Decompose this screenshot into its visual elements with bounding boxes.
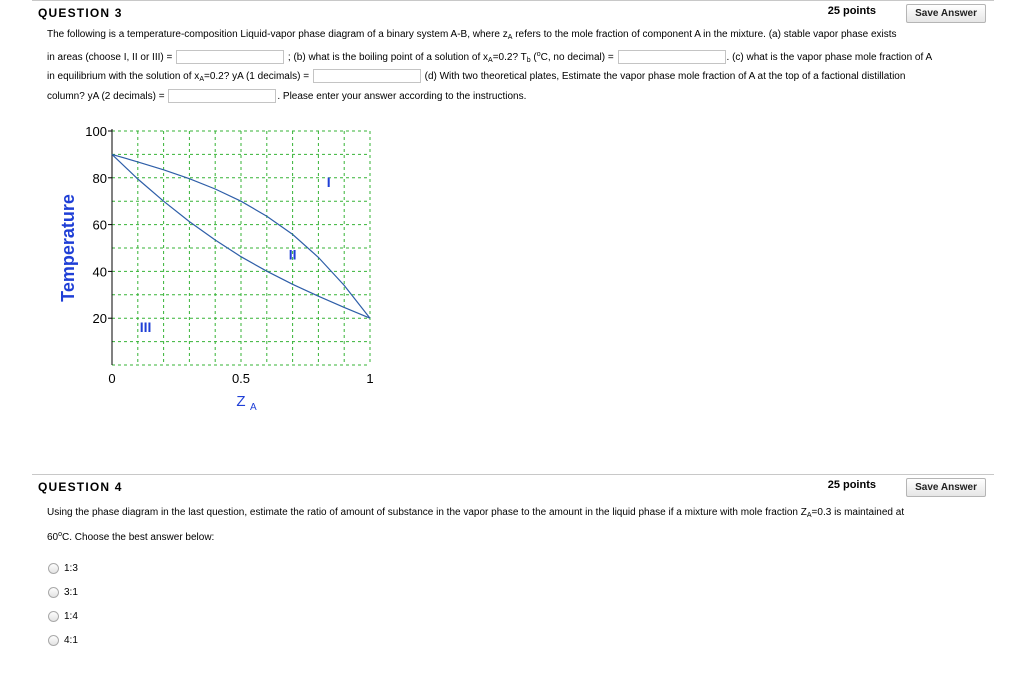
region-label: I bbox=[326, 174, 331, 191]
question-4-header bbox=[32, 474, 994, 498]
y-tick-label: 60 bbox=[92, 217, 107, 233]
text-segment: in areas (choose I, II or III) = bbox=[47, 51, 173, 63]
subscript: b bbox=[526, 56, 531, 64]
region-label: III bbox=[139, 319, 152, 336]
x-tick-label: 0.5 bbox=[231, 371, 251, 386]
text-segment: (d) With two theoretical plates, Estimate the vapor phase mole fraction of A at the top of a factional distillation bbox=[424, 71, 906, 82]
question-line bbox=[47, 27, 997, 47]
subscript: A bbox=[507, 34, 513, 41]
y-tick-label: 40 bbox=[92, 264, 107, 280]
save-answer-button[interactable]: Save Answer bbox=[906, 478, 986, 497]
x-tick-label: 0 bbox=[108, 371, 116, 386]
text-segment: in equilibrium with the solution of x bbox=[47, 71, 200, 82]
text-segment: =0.3 is maintained at bbox=[811, 507, 905, 518]
option-3[interactable] bbox=[48, 611, 78, 622]
option-radio[interactable] bbox=[48, 611, 59, 622]
superscript: o bbox=[536, 50, 541, 58]
text-segment: =0.2? T bbox=[492, 51, 527, 63]
y-axis-label: Temperature bbox=[58, 194, 78, 302]
subscript: A bbox=[806, 512, 812, 519]
answer-a-input[interactable] bbox=[176, 50, 284, 64]
text-segment: . Please enter your answer according to the instructions. bbox=[277, 90, 527, 102]
text-segment: C. Choose the best answer below: bbox=[62, 532, 215, 543]
question-title: QUESTION 4 bbox=[38, 480, 123, 494]
option-2[interactable] bbox=[48, 587, 78, 598]
text-segment: ( bbox=[530, 51, 537, 63]
option-1[interactable] bbox=[48, 563, 78, 574]
answer-b-input[interactable] bbox=[618, 50, 726, 64]
answer-d-input[interactable] bbox=[168, 89, 276, 103]
option-label: 3:1 bbox=[64, 587, 78, 598]
answer-c-input[interactable] bbox=[313, 69, 421, 83]
option-radio[interactable] bbox=[48, 635, 59, 646]
question-line bbox=[47, 47, 997, 70]
option-radio[interactable] bbox=[48, 587, 59, 598]
x-axis-label: Z bbox=[236, 393, 246, 410]
option-label: 1:4 bbox=[64, 611, 78, 622]
text-segment: ; (b) what is the boiling point of a solution of x bbox=[287, 51, 489, 63]
y-tick-label: 80 bbox=[92, 170, 107, 186]
question-line bbox=[47, 89, 997, 106]
text-segment: The following is a temperature-composition Liquid-vapor phase diagram of a binary system A-B, where z bbox=[47, 29, 508, 40]
question-4-text bbox=[47, 503, 997, 547]
subscript: A bbox=[488, 56, 493, 64]
option-radio[interactable] bbox=[48, 563, 59, 574]
x-axis-label-subscript: A bbox=[250, 402, 257, 413]
question-points: 25 points bbox=[827, 479, 876, 491]
subscript: A bbox=[199, 76, 204, 83]
question-points: 25 points bbox=[827, 5, 876, 17]
save-answer-button[interactable]: Save Answer bbox=[906, 4, 986, 23]
superscript: o bbox=[58, 531, 63, 538]
text-segment: Using the phase diagram in the last question, estimate the ratio of amount of substance in the vapor phase to the amount in the liquid phase if a mixture with mole fraction Z bbox=[47, 507, 807, 518]
option-4[interactable] bbox=[48, 635, 78, 646]
text-segment: 60 bbox=[47, 532, 59, 543]
option-label: 1:3 bbox=[64, 563, 78, 574]
question-line bbox=[47, 69, 997, 89]
question-3-text bbox=[47, 27, 997, 105]
x-tick-label: 1 bbox=[366, 371, 374, 386]
question-3-header bbox=[32, 0, 994, 24]
text-segment: C, no decimal) = bbox=[540, 51, 614, 63]
question-title: QUESTION 3 bbox=[38, 6, 123, 20]
text-segment: . (c) what is the vapor phase mole fraction of A bbox=[726, 51, 933, 63]
text-segment: refers to the mole fraction of component A in the mixture. (a) stable vapor phase exists bbox=[512, 29, 897, 40]
option-label: 4:1 bbox=[64, 635, 78, 646]
phase-diagram-chart bbox=[52, 115, 382, 415]
y-tick-label: 20 bbox=[92, 311, 107, 327]
y-tick-label: 100 bbox=[85, 124, 107, 139]
text-segment: column? yA (2 decimals) = bbox=[47, 90, 165, 102]
text-segment: =0.2? yA (1 decimals) = bbox=[203, 71, 310, 82]
region-label: II bbox=[288, 246, 297, 263]
